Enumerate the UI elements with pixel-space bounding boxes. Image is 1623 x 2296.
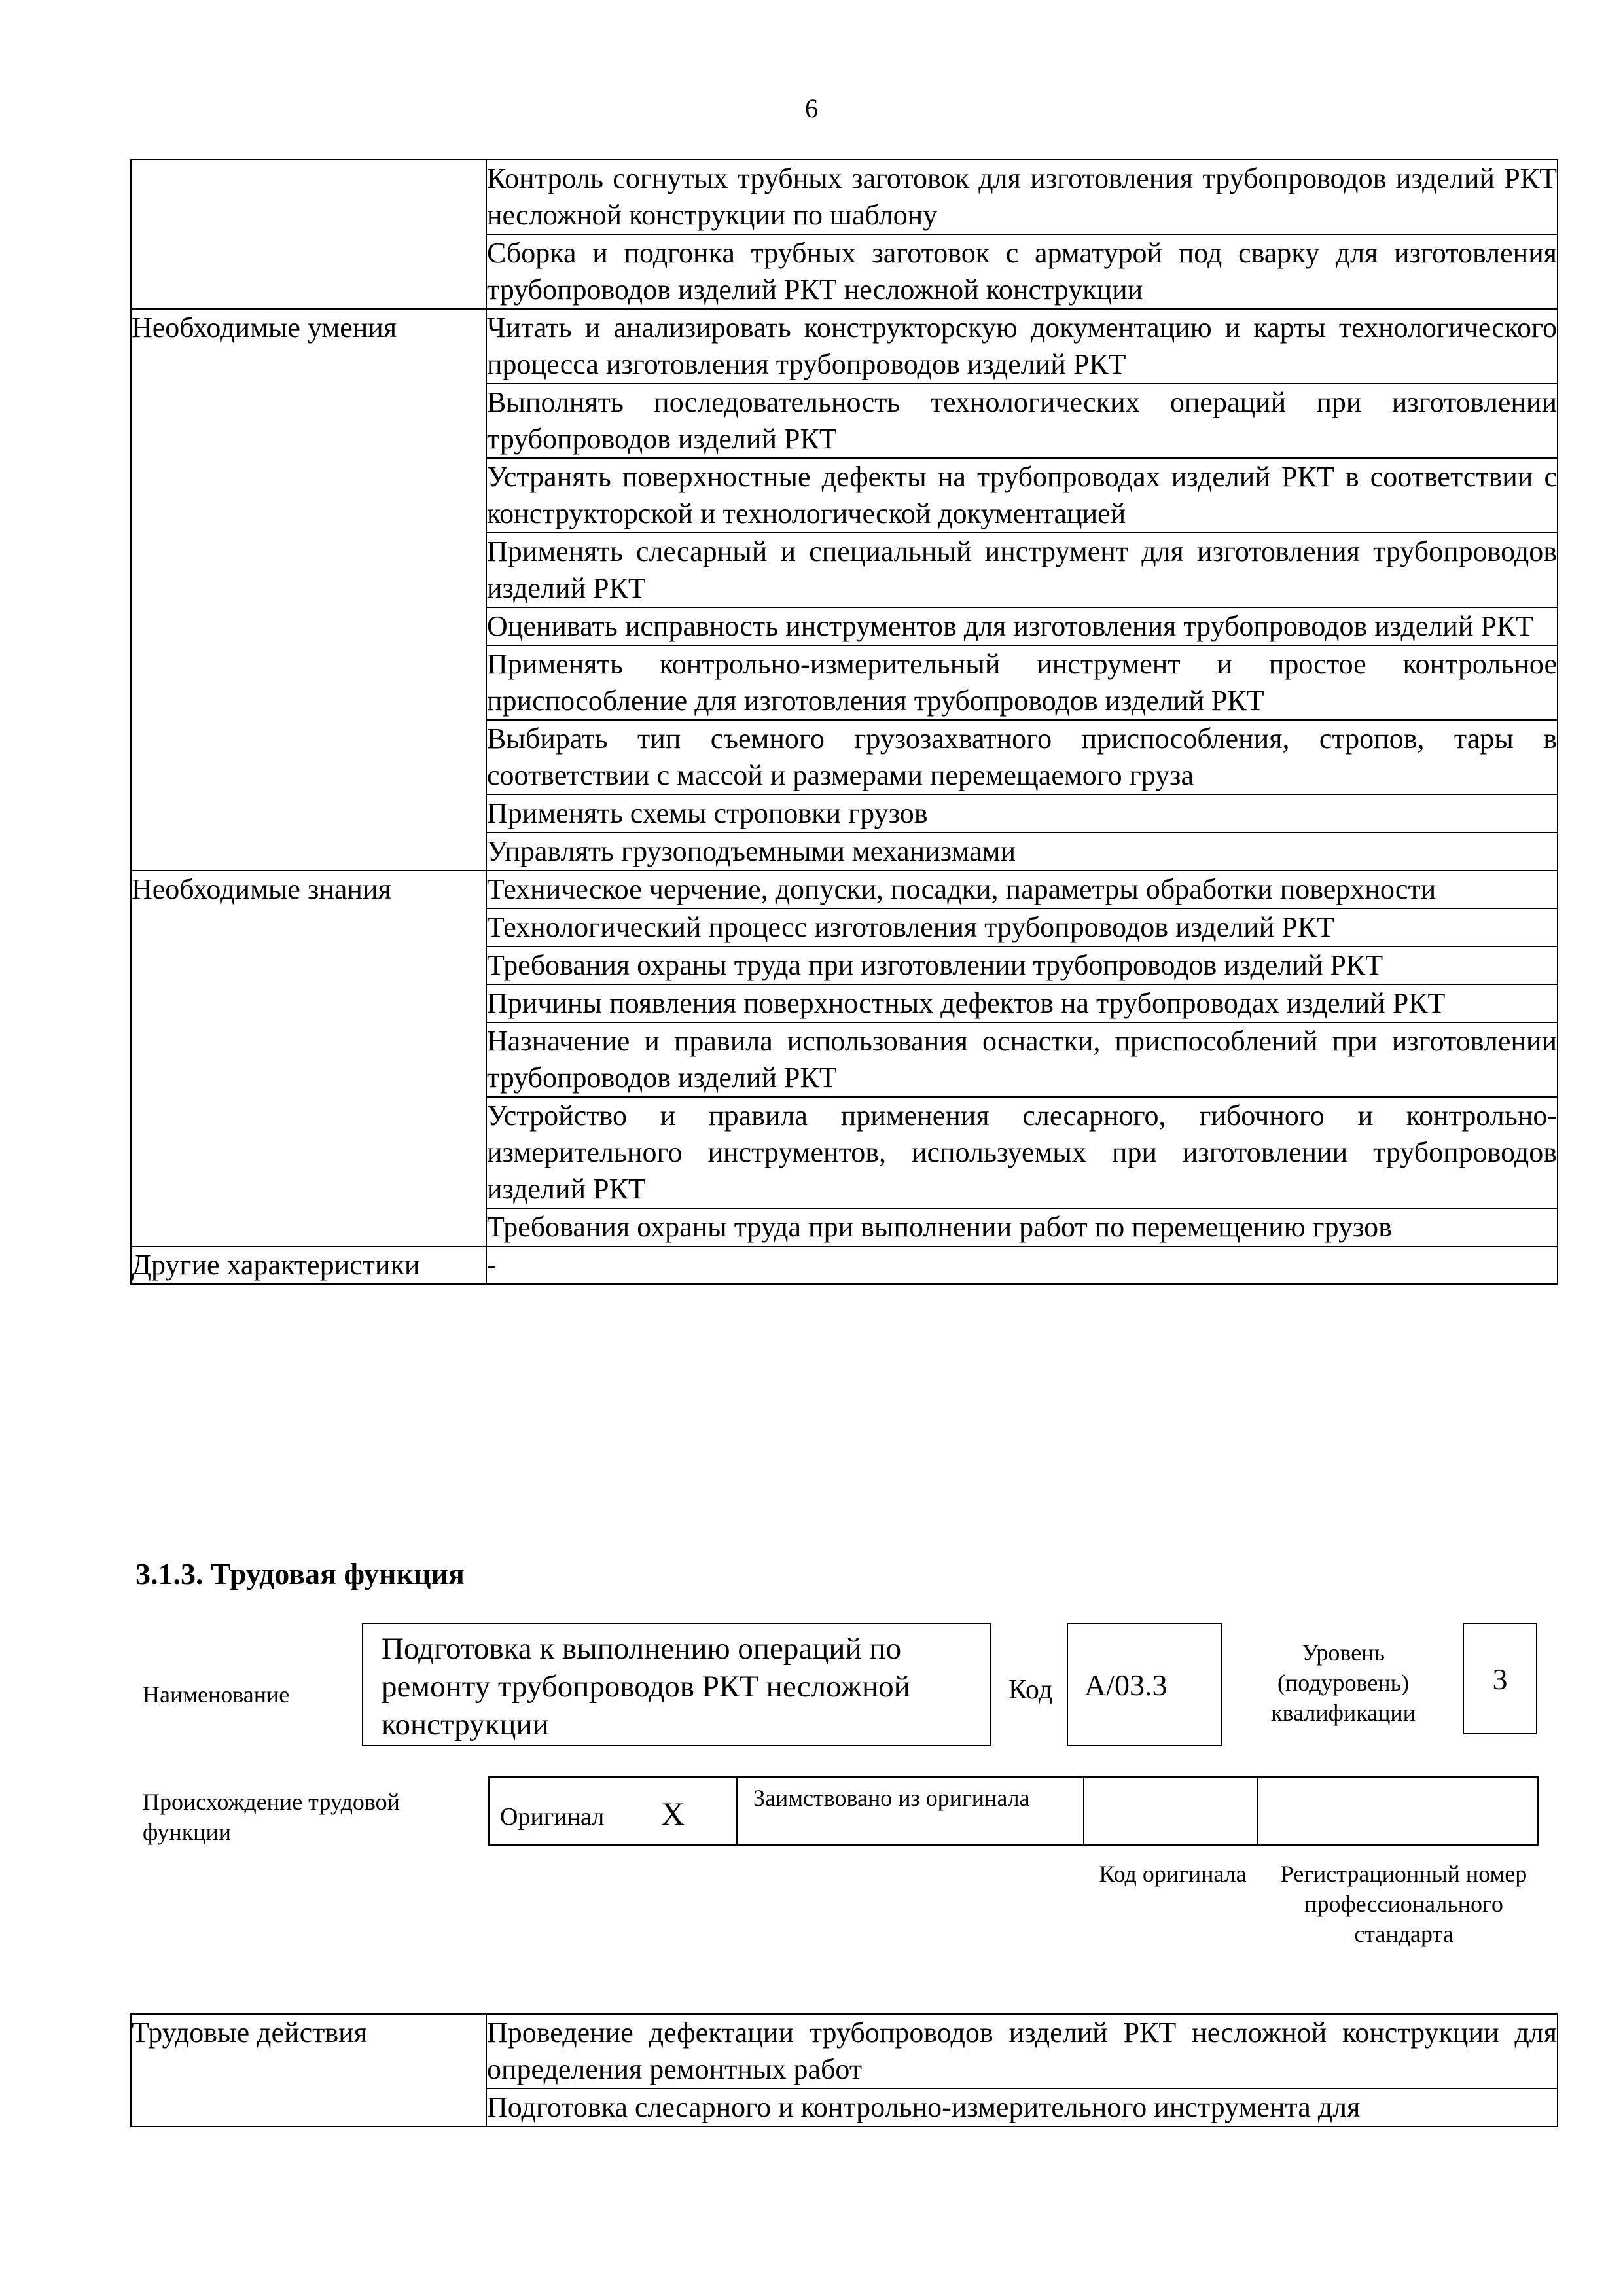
origin-original-cell	[490, 1778, 738, 1844]
row-item: Применять схемы строповки грузов	[486, 795, 1558, 833]
row-item: Управлять грузоподъемными механизмами	[486, 833, 1558, 870]
function-name-box: Подготовка к выполнению операций по ремонту трубопроводов РКТ несложной конструкции	[362, 1623, 991, 1746]
table-row	[131, 309, 1558, 384]
reg-caption: Регистрационный номер профессионального стандарта	[1280, 1861, 1527, 1947]
table-row	[131, 160, 1558, 234]
original-label: Оригинал	[500, 1803, 605, 1831]
origin-label: Происхождение трудовой функции	[143, 1789, 400, 1845]
row-item: Назначение и правила использования оснастки, приспособлений при изготовлении трубопроводов изделий РКТ	[486, 1022, 1558, 1097]
row-item: Применять слесарный и специальный инструмент для изготовления трубопроводов изделий РКТ	[486, 533, 1558, 607]
row-item: Сборка и подгонка трубных заготовок с арматурой под сварку для изготовления трубопроводов изделий РКТ несложной конструкции	[486, 234, 1558, 309]
row-item: Требования охраны труда при выполнении работ по перемещению грузов	[486, 1208, 1558, 1246]
section-heading: 3.1.3. Трудовая функция	[135, 1557, 465, 1590]
row-item: Контроль согнутых трубных заготовок для изготовления трубопроводов изделий РКТ несложной конструкции по шаблону	[486, 160, 1558, 234]
level-label: Уровень (подуровень) квалификации	[1271, 1640, 1416, 1726]
row-item: Применять контрольно-измерительный инструмент и простое контрольное приспособление для изготовления трубопроводов изделий РКТ	[486, 645, 1558, 720]
row-item: Устранять поверхностные дефекты на трубопроводах изделий РКТ в соответствии с конструкторской и технологической документацией	[486, 458, 1558, 533]
row-label: Трудовые действия	[131, 2014, 486, 2126]
code-label: Код	[1008, 1675, 1053, 1705]
table-row	[131, 870, 1558, 908]
row-label: Другие характеристики	[131, 1246, 486, 1284]
row-label: Необходимые знания	[131, 870, 486, 1246]
original-mark: X	[661, 1795, 685, 1832]
row-item: Проведение дефектации трубопроводов изделий РКТ несложной конструкции для определения ремонтных работ	[486, 2014, 1558, 2089]
competency-table	[130, 159, 1558, 1285]
borrowed-label: Заимствовано из оригинала	[738, 1778, 1084, 1844]
origin-reg-cell	[1258, 1778, 1537, 1844]
table-row	[131, 1246, 1558, 1284]
row-item: Технологический процесс изготовления трубопроводов изделий РКТ	[486, 908, 1558, 946]
table-row	[131, 2014, 1558, 2089]
code-caption: Код оригинала	[1099, 1861, 1247, 1887]
code-box: А/03.3	[1067, 1623, 1222, 1746]
row-item: -	[486, 1246, 1558, 1284]
row-item: Подготовка слесарного и контрольно-измерительного инструмента для	[486, 2089, 1558, 2126]
actions-table	[130, 2013, 1558, 2127]
row-item: Устройство и правила применения слесарного, гибочного и контрольно-измерительного инструментов, используемых при изготовлении трубопроводов изделий РКТ	[486, 1097, 1558, 1208]
row-item: Выполнять последовательность технологических операций при изготовлении трубопроводов изделий РКТ	[486, 384, 1558, 458]
row-label	[131, 160, 486, 309]
row-item: Техническое черчение, допуски, посадки, параметры обработки поверхности	[486, 870, 1558, 908]
row-item: Требования охраны труда при изготовлении трубопроводов изделий РКТ	[486, 946, 1558, 984]
origin-table	[488, 1776, 1539, 1846]
row-item: Причины появления поверхностных дефектов на трубопроводах изделий РКТ	[486, 984, 1558, 1022]
row-item: Оценивать исправность инструментов для изготовления трубопроводов изделий РКТ	[486, 607, 1558, 645]
row-item: Читать и анализировать конструкторскую документацию и карты технологического процесса изготовления трубопроводов изделий РКТ	[486, 309, 1558, 384]
origin-code-cell	[1084, 1778, 1258, 1844]
level-box: 3	[1463, 1623, 1537, 1734]
row-item: Выбирать тип съемного грузозахватного приспособления, стропов, тары в соответствии с массой и размерами перемещаемого груза	[486, 720, 1558, 795]
page-number: 6	[805, 94, 818, 123]
row-label: Необходимые умения	[131, 309, 486, 870]
name-label: Наименование	[143, 1681, 290, 1708]
